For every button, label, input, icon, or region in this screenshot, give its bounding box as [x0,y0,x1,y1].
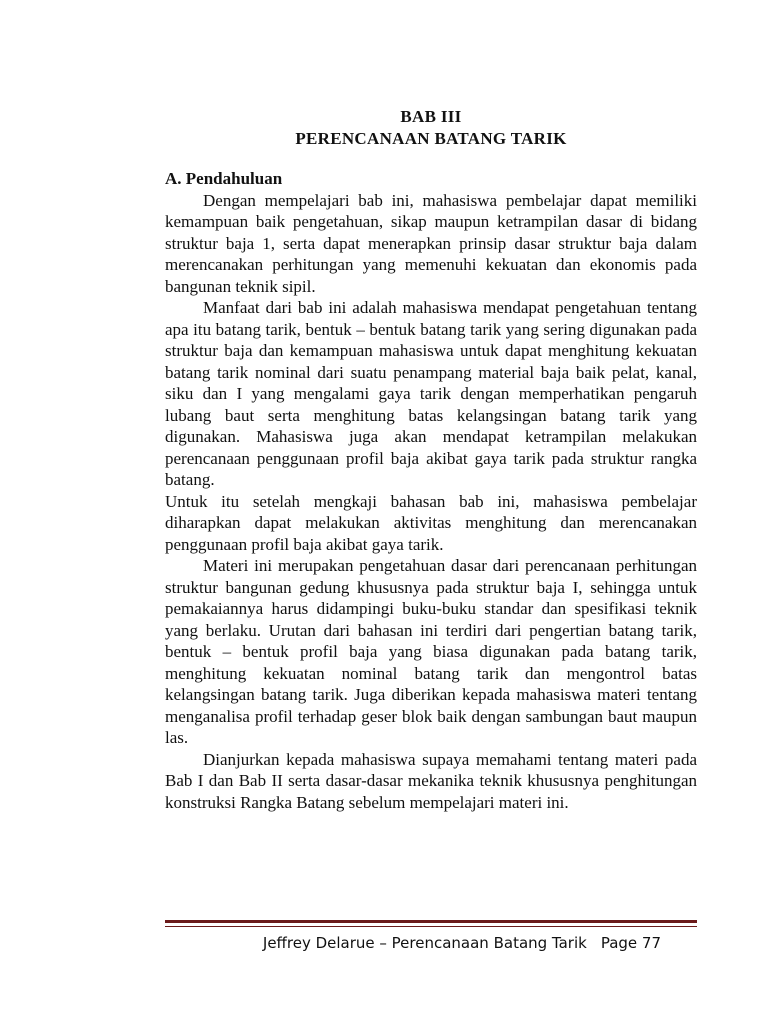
paragraph-recommendation: Dianjurkan kepada mahasiswa supaya memahami tentang materi pada Bab I dan Bab II serta dasar-dasar mekanika teknik khususnya penghitungan konstruksi Rangka Batang sebelum mempelajari materi ini. [165,749,697,812]
footer-text: Jeffrey Delarue – Perencanaan Batang Tarik [262,934,587,952]
footer-rule-thick [165,920,697,923]
chapter-number: BAB III [400,107,462,126]
body-text [165,168,697,813]
paragraph-intro: Dengan mempelajari bab ini, mahasiswa pembelajar dapat memiliki kemampuan baik pengetahuan, sikap maupun ketrampilan dasar di bidang struktur baja 1, serta dapat menerapkan prinsip dasar struktur baja dalam merencanakan perhitungan yang memenuhi kekuatan dan ekonomis pada bangunan teknik sipil. [165,190,697,296]
paragraph-benefit: Manfaat dari bab ini adalah mahasiswa mendapat pengetahuan tentang apa itu batang tarik, bentuk – bentuk batang tarik yang sering digunakan pada struktur baja dan kemampuan mahasiswa untuk dapat menghitung kekuatan batang tarik nominal dari suatu penampang material baja baik pelat, kanal, siku dan I yang mengalami gaya tarik dengan memperhatikan pengaruh lubang baut serta menghitung batas kelangsingan batang tarik yang digunakan. Mahasiswa juga akan mendapat ketrampilan melakukan perencanaan penggunaan profil baja akibat gaya tarik pada struktur rangka batang. [165,298,697,489]
page-footer [165,932,697,954]
chapter-title: PERENCANAAN BATANG TARIK [295,129,567,148]
paragraph-objective: Untuk itu setelah mengkaji bahasan bab ini, mahasiswa pembelajar diharapkan dapat melakukan aktivitas menghitung dan merencanakan penggunaan profil baja akibat gaya tarik. [165,491,697,554]
page-number: Page 77 [600,934,661,952]
section-heading: A. Pendahuluan [165,169,283,188]
paragraph-material: Materi ini merupakan pengetahuan dasar dari perencanaan perhitungan struktur bangunan gedung khususnya pada struktur baja I, sehingga untuk pemakaiannya harus didampingi buku-buku standar dan spesifikasi teknik yang berlaku. Urutan dari bahasan ini terdiri dari pengertian batang tarik, bentuk – bentuk profil baja yang biasa digunakan pada batang tarik, menghitung kekuatan nominal batang tarik dan mengontrol batas kelangsingan batang tarik. Juga diberikan kepada mahasiswa materi tentang menganalisa profil terhadap geser blok baik dengan sambungan baut maupun las. [165,556,697,747]
footer-rule-thin [165,926,697,927]
